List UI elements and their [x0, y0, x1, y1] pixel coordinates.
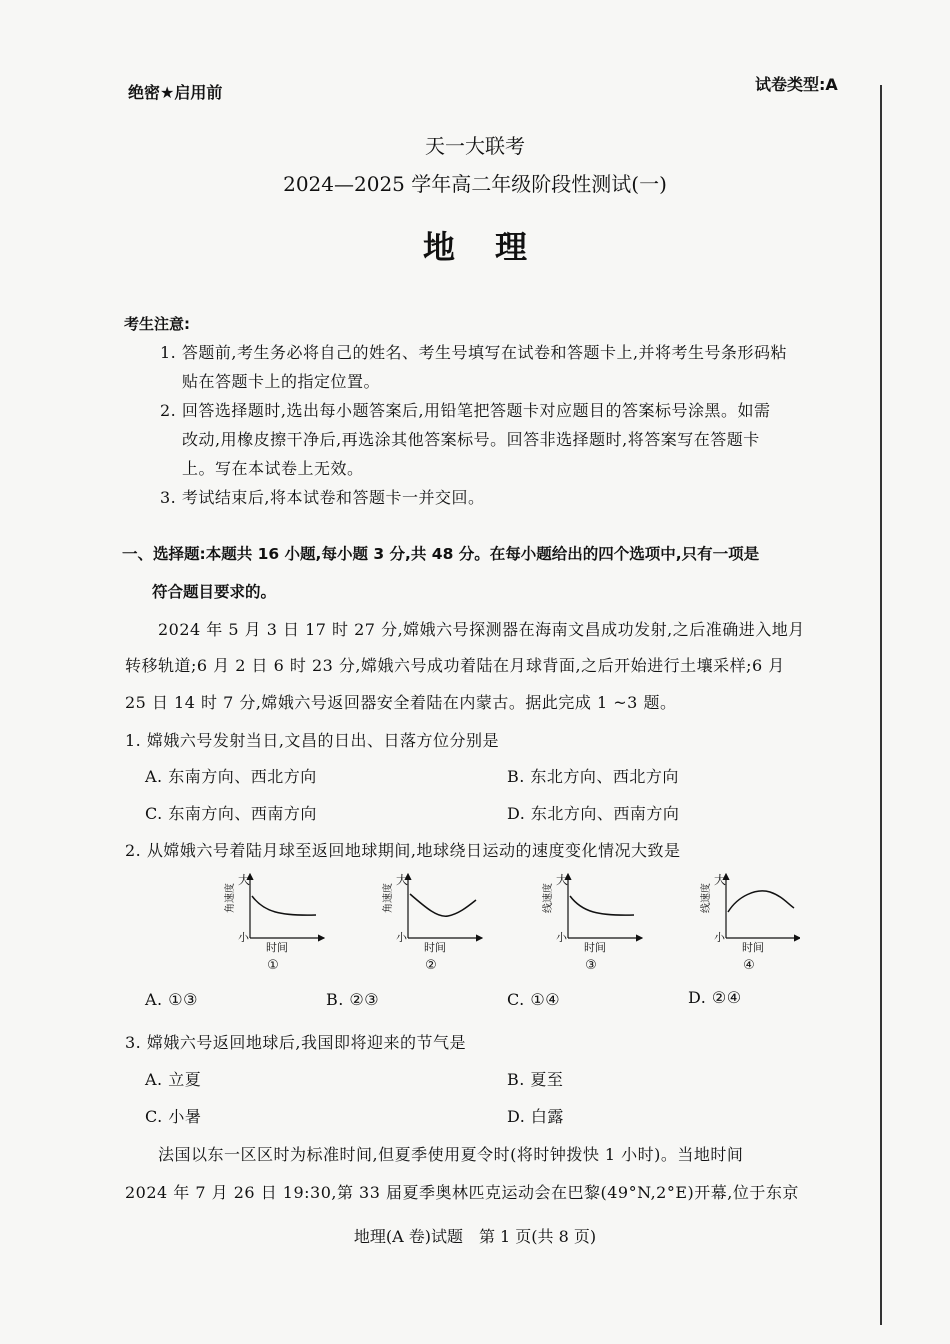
exam-title: 2024—2025 学年高二年级阶段性测试(一): [283, 172, 667, 196]
notice-line: 改动,用橡皮擦干净后,再选涂其他答案标号。回答非选择题时,将答案写在答题卡: [182, 430, 760, 449]
y-axis-label: 角速度: [383, 883, 394, 913]
x-axis-label: 时间: [742, 941, 764, 954]
notice-line: 1. 答题前,考生务必将自己的姓名、考生号填写在试卷和答题卡上,并将考生号条形码粘: [160, 343, 788, 362]
exam-org: 天一大联考: [425, 134, 525, 158]
passage-line: 2024 年 5 月 3 日 17 时 27 分,嫦娥六号探测器在海南文昌成功发射,之后准确进入地月: [158, 620, 805, 639]
graph-number: ①: [267, 958, 279, 973]
passage-line: 25 日 14 时 7 分,嫦娥六号返回器安全着陆在内蒙古。据此完成 1 ~3 题。: [125, 693, 677, 712]
notice-line: 3. 考试结束后,将本试卷和答题卡一并交回。: [160, 488, 485, 507]
subject-title: 地理: [422, 228, 567, 266]
axis-label-small: 小: [714, 931, 725, 944]
axis-label-small: 小: [556, 931, 567, 944]
passage-line: 转移轨道;6 月 2 日 6 时 23 分,嫦娥六号成功着陆在月球背面,之后开始进行土壤采样;6 月: [125, 656, 785, 675]
axis-label-big: 大: [556, 873, 569, 887]
notice-line: 贴在答题卡上的指定位置。: [182, 372, 381, 391]
speed-curve: [570, 896, 634, 915]
speed-curve: [728, 891, 794, 912]
option-a: A. 东南方向、西北方向: [145, 767, 317, 786]
graph-number: ②: [425, 958, 437, 973]
graph-number: ③: [585, 958, 597, 973]
option-b: B. 夏至: [507, 1070, 564, 1089]
y-axis-label: 线速度: [701, 883, 712, 913]
option-b: B. 东北方向、西北方向: [507, 767, 679, 786]
question-stem: 3. 嫦娥六号返回地球后,我国即将迎来的节气是: [125, 1033, 466, 1052]
option-c: C. 东南方向、西南方向: [145, 804, 317, 823]
speed-curve: [410, 894, 476, 916]
question-stem: 2. 从嫦娥六号着陆月球至返回地球期间,地球绕日运动的速度变化情况大致是: [125, 841, 681, 860]
speed-graph: [223, 872, 324, 973]
section-heading: 一、选择题:本题共 16 小题,每小题 3 分,共 48 分。在每小题给出的四个选项中,只有一项是: [122, 545, 760, 563]
option-b: B. ②③: [326, 990, 380, 1009]
option-d: D. 东北方向、西南方向: [507, 804, 680, 823]
y-axis-label: 线速度: [543, 883, 554, 913]
graph-number: ④: [743, 958, 755, 973]
passage-line: 法国以东一区区时为标准时间,但夏季使用夏令时(将时钟拨快 1 小时)。当地时间: [158, 1145, 744, 1164]
question-stem: 1. 嫦娥六号发射当日,文昌的日出、日落方位分别是: [125, 731, 499, 750]
notice-line: 2. 回答选择题时,选出每小题答案后,用铅笔把答题卡对应题目的答案标号涂黑。如需: [160, 401, 771, 420]
confidential-label: 绝密★启用前: [128, 83, 223, 102]
x-axis-label: 时间: [584, 941, 606, 954]
speed-graph: [381, 872, 482, 973]
axis-label-small: 小: [238, 931, 249, 944]
option-c: C. ①④: [507, 990, 561, 1009]
option-a: A. ①③: [145, 990, 198, 1009]
y-axis-label: 角速度: [225, 883, 236, 913]
speed-curve: [252, 896, 316, 915]
section-heading-cont: 符合题目要求的。: [152, 583, 277, 601]
axis-label-small: 小: [396, 931, 407, 944]
notice-line: 上。写在本试卷上无效。: [182, 459, 364, 478]
option-a: A. 立夏: [145, 1070, 202, 1089]
x-axis-label: 时间: [424, 941, 446, 954]
page-edge-line: [880, 85, 882, 1325]
speed-graph: [699, 872, 800, 973]
option-c: C. 小暑: [145, 1107, 202, 1126]
option-d: D. ②④: [688, 988, 742, 1007]
speed-graphs: [200, 868, 800, 980]
axis-label-big: 大: [396, 873, 409, 887]
speed-graph: [541, 872, 642, 973]
passage-line: 2024 年 7 月 26 日 19:30,第 33 届夏季奥林匹克运动会在巴黎(49°N,2°E)开幕,位于东京: [125, 1183, 799, 1202]
page-footer: 地理(A 卷)试题 第 1 页(共 8 页): [353, 1227, 597, 1246]
x-axis-label: 时间: [266, 941, 288, 954]
axis-label-big: 大: [714, 873, 727, 887]
option-d: D. 白露: [507, 1107, 564, 1126]
paper-type-label: 试卷类型:A: [755, 75, 838, 94]
axis-label-big: 大: [238, 873, 251, 887]
notice-heading: 考生注意:: [124, 315, 190, 333]
